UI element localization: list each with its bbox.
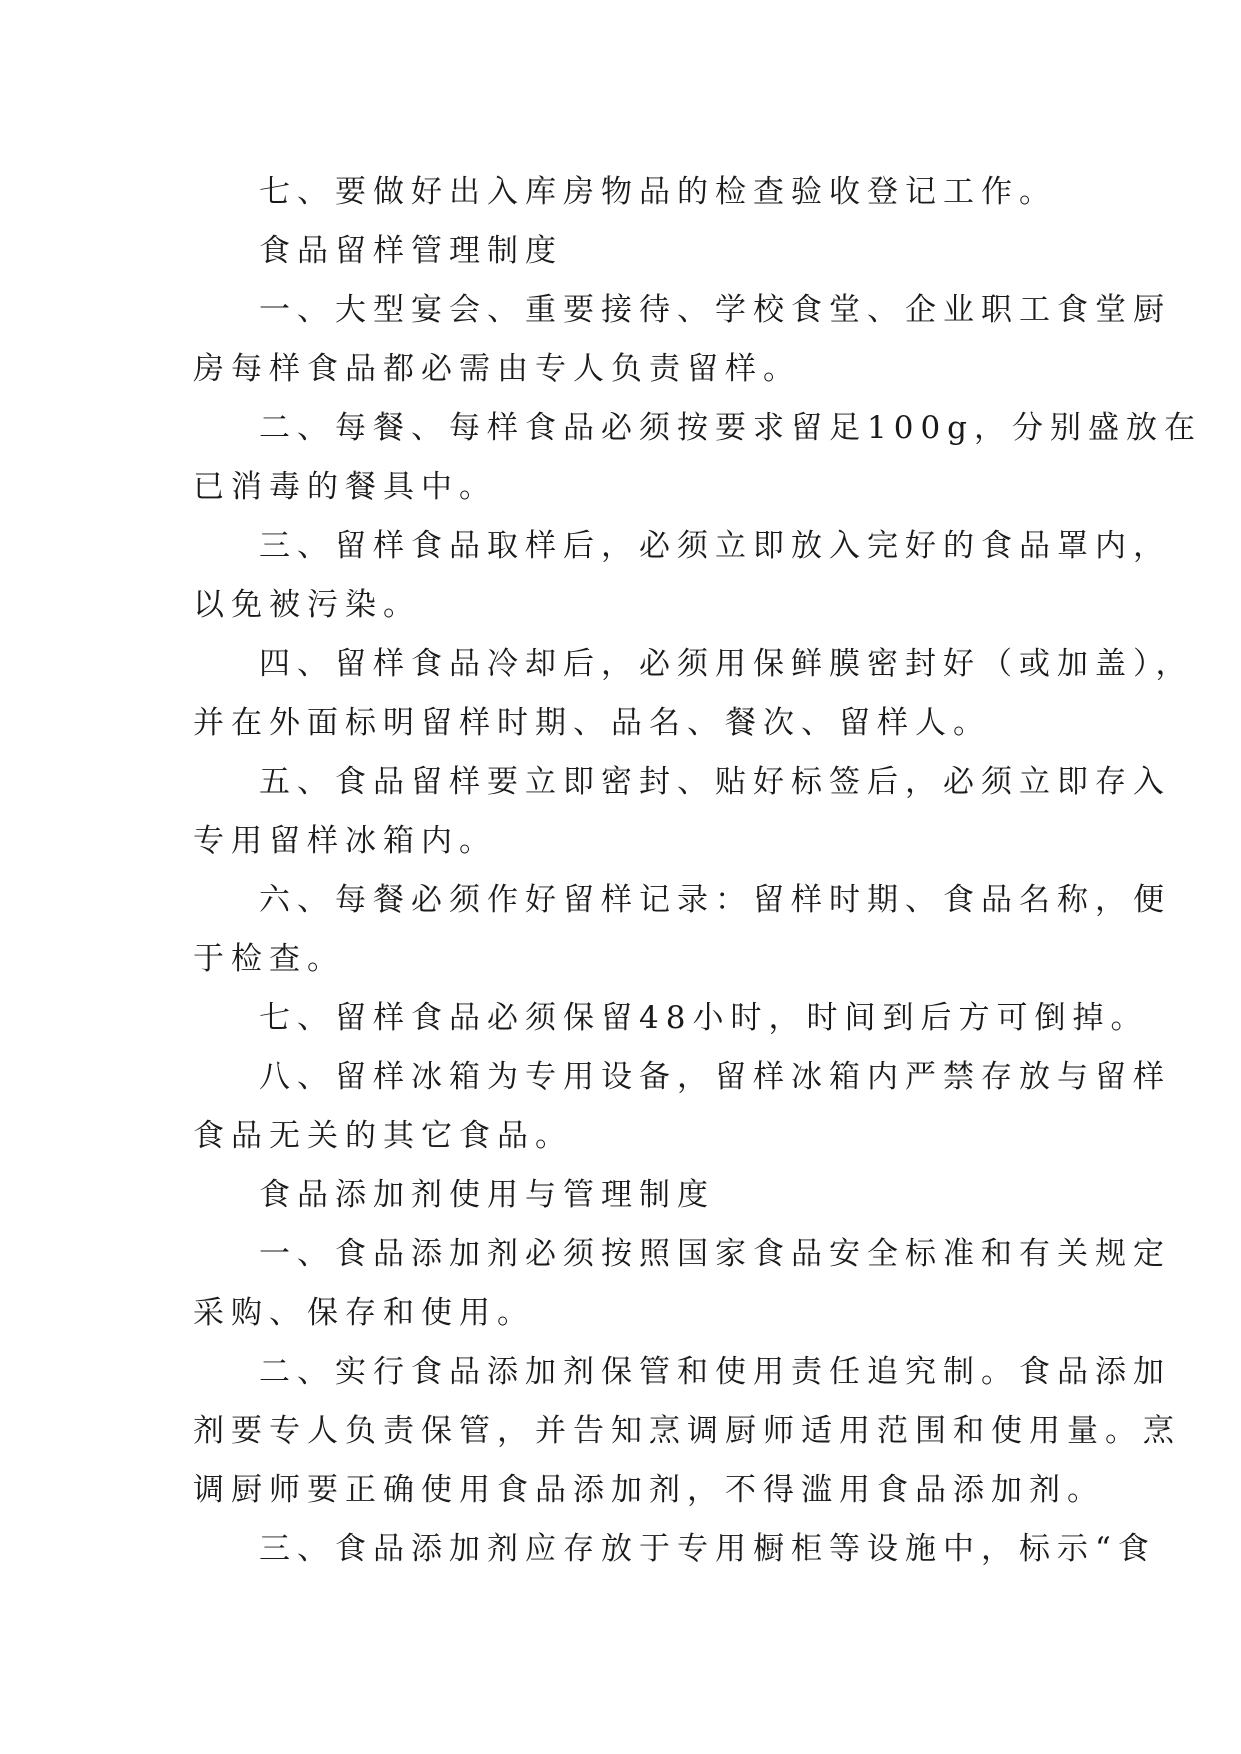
paragraph-line: 八、留样冰箱为专用设备，留样冰箱内严禁存放与留样 [259,1059,1171,1095]
paragraph-line: 七、留样食品必须保留48小时，时间到后方可倒掉。 [259,1000,1149,1036]
paragraph-line: 七、要做好出入库房物品的检查验收登记工作。 [259,174,1057,210]
section-title: 食品留样管理制度 [259,233,563,269]
paragraph-line: 于检查。 [193,941,345,977]
paragraph-line: 食品无关的其它食品。 [193,1118,573,1154]
paragraph-line: 已消毒的餐具中。 [193,469,497,505]
paragraph-line: 二、实行食品添加剂保管和使用责任追究制。食品添加 [259,1354,1171,1390]
paragraph-line: 专用留样冰箱内。 [193,823,497,859]
paragraph-line: 一、大型宴会、重要接待、学校食堂、企业职工食堂厨 [259,292,1171,328]
paragraph-line: 以免被污染。 [193,587,421,623]
paragraph-line: 三、食品添加剂应存放于专用橱柜等设施中，标示“食 [259,1531,1156,1567]
paragraph-line: 三、留样食品取样后，必须立即放入完好的食品罩内， [259,528,1171,564]
paragraph-line: 五、食品留样要立即密封、贴好标签后，必须立即存入 [259,764,1171,800]
paragraph-line: 二、每餐、每样食品必须按要求留足100g，分别盛放在 [259,410,1203,446]
section-title: 食品添加剂使用与管理制度 [259,1177,715,1213]
paragraph-line: 六、每餐必须作好留样记录：留样时期、食品名称，便 [259,882,1171,918]
paragraph-line: 四、留样食品冷却后，必须用保鲜膜密封好（或加盖）， [259,646,1194,682]
paragraph-line: 一、食品添加剂必须按照国家食品安全标准和有关规定 [259,1236,1171,1272]
paragraph-line: 并在外面标明留样时期、品名、餐次、留样人。 [193,705,991,741]
paragraph-line: 房每样食品都必需由专人负责留样。 [193,351,801,387]
paragraph-line: 剂要专人负责保管，并告知烹调厨师适用范围和使用量。烹 [193,1413,1181,1449]
paragraph-line: 采购、保存和使用。 [193,1295,535,1331]
paragraph-line: 调厨师要正确使用食品添加剂，不得滥用食品添加剂。 [193,1472,1105,1508]
document-body [193,163,1203,1579]
